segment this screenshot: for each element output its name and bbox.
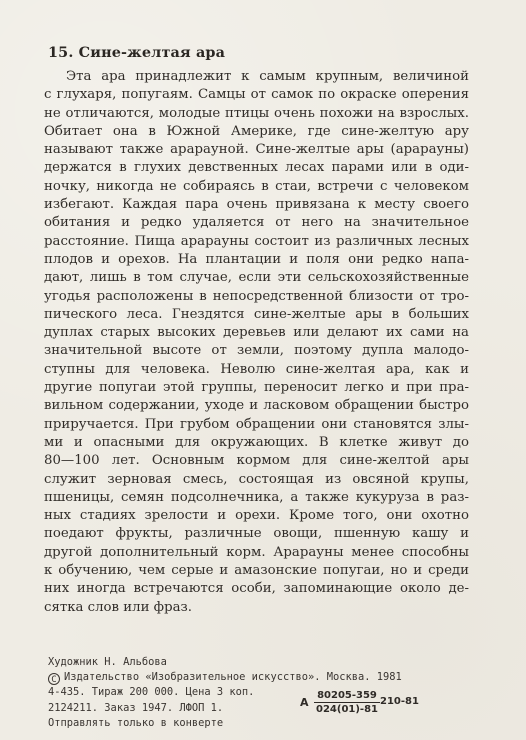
article-line: дают, лишь в том случае, если эти сельскохозяйственные (44, 270, 469, 286)
article-line: служит зерновая смесь, состоящая из овсяной крупы, (44, 471, 469, 487)
article-line: не отличаются, молодые птицы очень похожи на взрослых. (44, 105, 469, 121)
article-line: вильном содержании, уходе и ласковом обращении быстро (44, 398, 469, 414)
copyright-icon: C (48, 673, 60, 685)
article-line: избегают. Каждая пара очень привязана к месту своего (44, 197, 469, 213)
index-fraction (314, 690, 380, 715)
article-line: плодов и орехов. На плантации и поля они редко напа- (44, 251, 469, 267)
article-line: ступны для человека. Неволю сине-желтая ара, как и (44, 361, 469, 377)
article-title: 15. Сине-желтая ара (48, 44, 226, 61)
publisher-text: Издательство «Изобразительное искусство». Москва. 1981 (64, 671, 402, 684)
article-line: держатся в глухих девственных лесах парами или в оди- (44, 160, 469, 176)
article-line: другой дополнительный корм. Арарауны менее способны (44, 544, 469, 560)
article-line: обитания и редко удаляется от него на значительное (44, 215, 469, 231)
article-line: них иногда встречаются особи, запоминающие около де- (44, 581, 469, 597)
article-line: называют также арарауной. Сине-желтые ары (арарауны) (44, 142, 469, 158)
article-line: Эта ара принадлежит к самым крупным, величиной (66, 69, 469, 84)
mailing-note: Отправлять только в конверте (48, 716, 224, 729)
catalog-index-code (300, 690, 480, 722)
article-line: приручается. При грубом обращении они становятся злы- (44, 416, 469, 432)
article-line: к обучению, чем серые и амазонские попугаи, но и среди (44, 563, 469, 579)
order-line: 2124211. Заказ 1947. ЛФОП 1. (48, 701, 224, 714)
article-line: 80—100 лет. Основным кормом для сине-желтой ары (44, 453, 469, 469)
article-line: ми и опасными для окружающих. В клетке живут до (44, 434, 469, 450)
article-line: угодья расположены в непосредственной близости от тро- (44, 288, 469, 304)
article-line: Обитает она в Южной Америке, где сине-желтую ару (44, 123, 469, 139)
article-line: поедают фрукты, различные овощи, пшенную кашу и (44, 526, 469, 542)
article-line: значительной высоте от земли, поэтому дупла малодо- (44, 343, 469, 359)
article-line: сятка слов или фраз. (44, 599, 192, 615)
index-suffix: 210-81 (380, 696, 419, 707)
article-line: другие попугаи этой группы, переносит легко и при пра- (44, 380, 469, 396)
article-line: ночку, никогда не собираясь в стаи, встречи с человеком (44, 178, 469, 194)
publisher-line (48, 670, 478, 685)
article-line: пического леса. Гнездятся сине-желтые ары в больших (44, 306, 469, 322)
article-line: расстояние. Пища арарауны состоит из различных лесных (44, 233, 469, 249)
article-line: с глухаря, попугаям. Самцы от самок по окраске оперения (44, 87, 469, 103)
article-line: ных стадиях зрелости и орехи. Кроме того, они охотно (44, 508, 469, 524)
index-numerator: 80205-359 (314, 690, 380, 703)
print-run-line: 4-435. Тираж 200 000. Цена 3 коп. (48, 686, 255, 699)
index-denominator: 024(01)-81 (316, 704, 378, 715)
article-line: пшеницы, семян подсолнечника, а также кукуруза в раз- (44, 489, 469, 505)
article-line: дуплах старых высоких деревьев или делают их сами на (44, 325, 469, 341)
index-letter: А (300, 696, 309, 709)
artist-credit: Художник Н. Альбова (48, 656, 167, 668)
article-body (44, 68, 469, 617)
